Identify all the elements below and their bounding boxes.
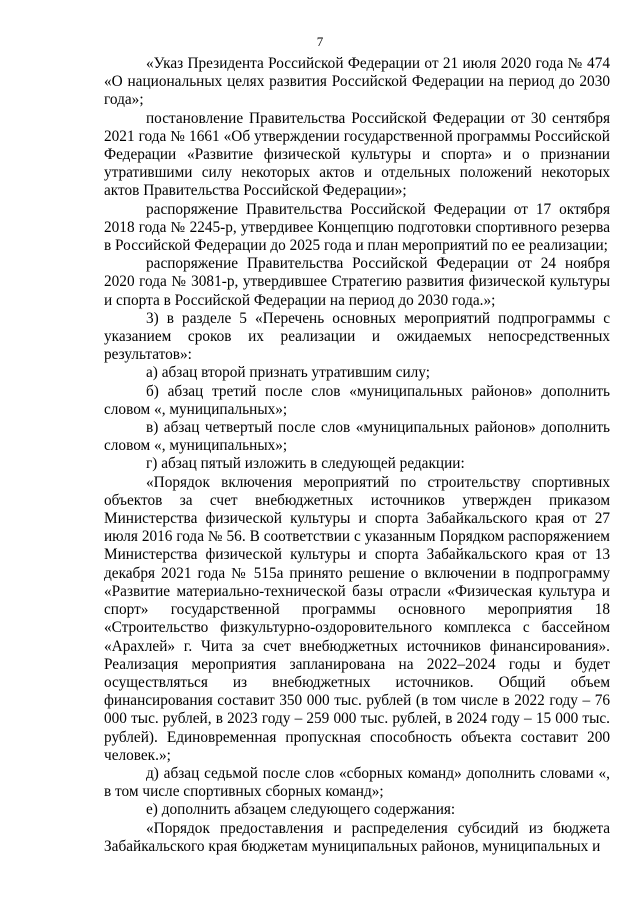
paragraph-inclusion-procedure: «Порядок включения мероприятий по строительству спортивных объектов за счет внебюджетных источников утвержден приказом Министерства физической культуры и спорта Забайкальского края от 27 июля 2016 года № 56. В соответствии с указанным Порядком распоряжением Министерства физической культуры и спорта Забайкальского края от 13 декабря 2021 года № 515а принято решение о включении в подпрограмму «Развитие материально-технической базы отрасли «Физическая культура и спорт» государственной программы основного мероприятия 18 «Строительство физкультурно-оздоровительного комплекса с бассейном «Арахлей» г. Чита за счет внебюджетных источников финансирования». Реализация мероприятия запланирована на 2022–2024 годы и будет осуществляться из внебюджетных источников. Общий объем финансирования составит 350 000 тыс. рублей (в том числе в 2022 году – 76 000 тыс. рублей, в 2023 году – 259 000 тыс. рублей, в 2024 году – 15 000 тыс. рублей). Единовременная пропускная способность объекта составит 200 человек.»;	[104, 473, 610, 764]
paragraph-item-b: б) абзац третий после слов «муниципальных районов» дополнить словом «, муниципальных»;	[104, 382, 610, 418]
paragraph-item-v: в) абзац четвертый после слов «муниципальных районов» дополнить словом «, муниципальных»;	[104, 419, 610, 455]
paragraph-section-5: 3) в разделе 5 «Перечень основных мероприятий подпрограммы с указанием сроков их реализации и ожидаемых непосредственных результатов»:	[104, 309, 610, 364]
paragraph-item-d: д) абзац седьмой после слов «сборных команд» дополнить словами «, в том числе спортивных сборных команд»;	[104, 764, 610, 801]
paragraph-decree-474: «Указ Президента Российской Федерации от 21 июля 2020 года № 474 «О национальных целях развития Российской Федерации на период до 2030 года»;	[104, 55, 610, 109]
paragraph-item-e: е) дополнить абзацем следующего содержания:	[146, 801, 456, 819]
page-number: 7	[316, 34, 324, 49]
paragraph-order-3081: распоряжение Правительства Российской Федерации от 24 ноября 2020 года № 3081-р, утвердившее Стратегию развития физической культуры и спорта в Российской Федерации на период до 2030 года.»;	[104, 255, 610, 309]
document-body	[104, 55, 610, 856]
paragraph-resolution-1661: постановление Правительства Российской Федерации от 30 сентября 2021 года № 1661 «Об утверждении государственной программы Российской Федерации «Развитие физической культуры и спорта» и о признании утратившими силу некоторых актов и отдельных положений некоторых актов Правительства Российской Федерации»;	[104, 109, 610, 200]
paragraph-item-a: а) абзац второй признать утратившим силу;	[146, 364, 430, 382]
paragraph-order-2245: распоряжение Правительства Российской Федерации от 17 октября 2018 года № 2245-р, утвердивее Концепцию подготовки спортивного резерва в Российской Федерации до 2025 года и план мероприятий по ее реализации;	[104, 200, 610, 255]
paragraph-item-g: г) абзац пятый изложить в следующей редакции:	[146, 455, 465, 473]
paragraph-subsidy-procedure: «Порядок предоставления и распределения субсидий из бюджета Забайкальского края бюджетам муниципальных районов, муниципальных и	[104, 819, 610, 855]
